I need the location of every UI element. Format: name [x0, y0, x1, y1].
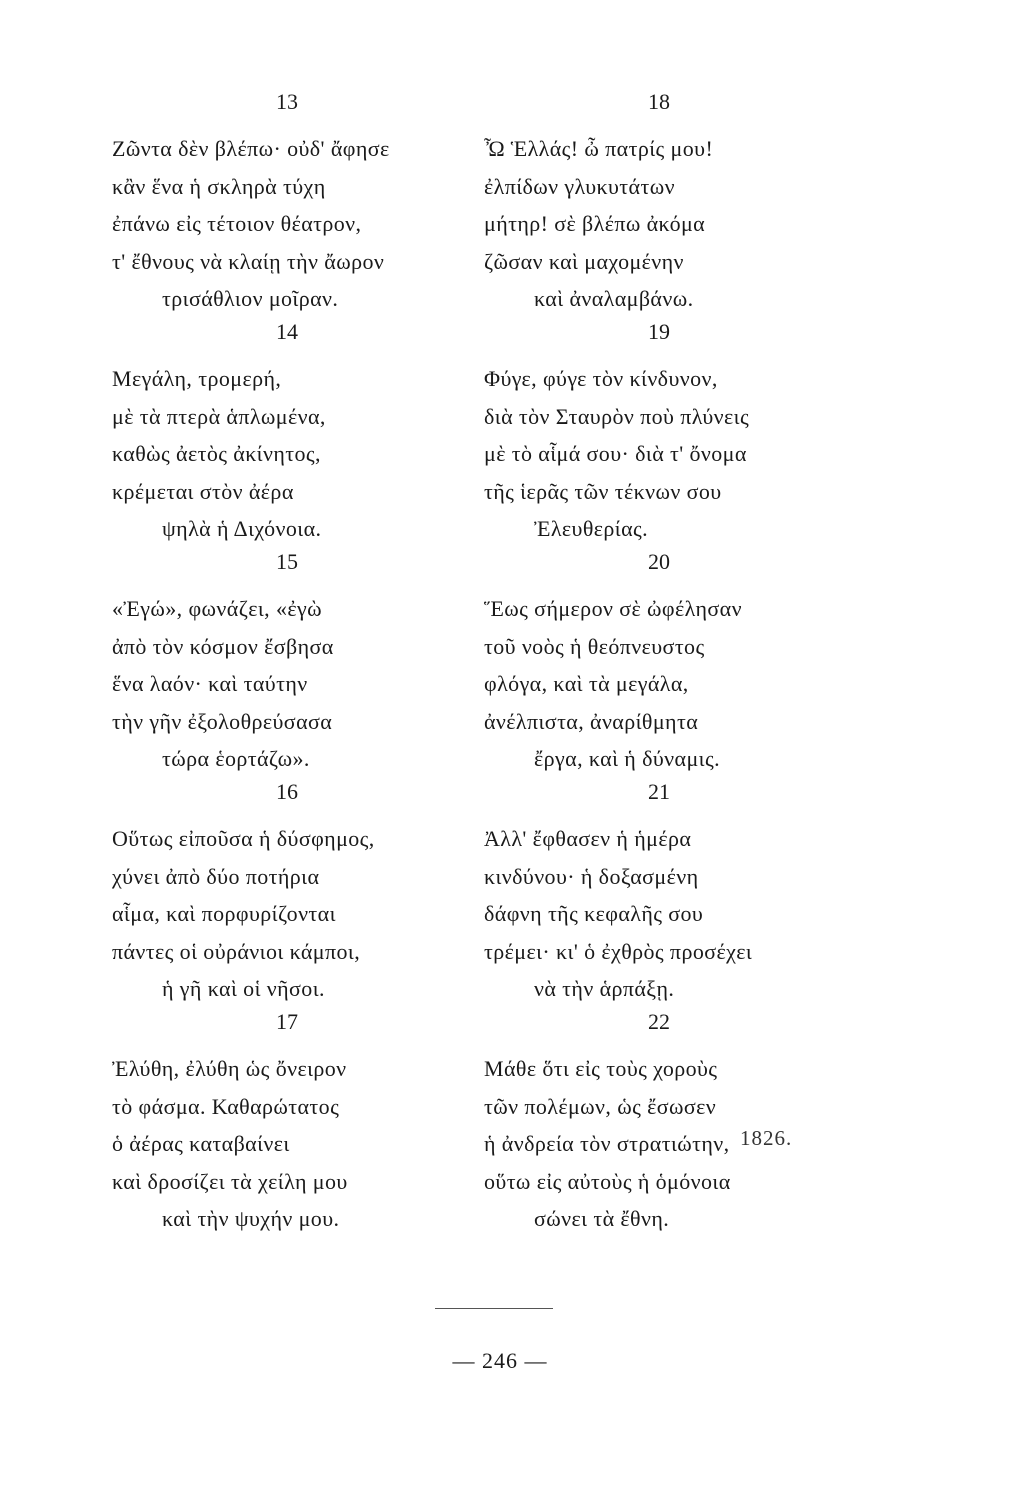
- page-number: — 246 —: [452, 1348, 548, 1373]
- verse-line: ἕνα λαόν· καὶ ταύτην: [112, 671, 308, 696]
- stanza-number: 20: [648, 549, 670, 574]
- stanza-number: 18: [648, 89, 670, 114]
- verse-line: ἀπὸ τὸν κόσμον ἔσβησα: [112, 633, 334, 659]
- verse-line: «Ἐγώ», φωνάζει, «ἐγὼ: [112, 596, 323, 621]
- footer-divider: [435, 1308, 553, 1309]
- verse-line: κινδύνου· ἡ δοξασμένη: [484, 863, 699, 889]
- poem-date: 1826.: [740, 1126, 793, 1150]
- verse-line: τοῦ νοὸς ἡ θεόπνευστος: [484, 633, 705, 659]
- verse-line: Ἐλύθη, ἐλύθη ὡς ὄνειρον: [112, 1056, 347, 1081]
- stanza-number: 13: [276, 89, 298, 114]
- verse-line: τῆς ἱερᾶς τῶν τέκνων σου: [484, 478, 722, 504]
- verse-line: ψηλὰ ἡ Διχόνοια.: [162, 516, 322, 541]
- verse-line: Ἕως σήμερον σὲ ὠφέλησαν: [484, 596, 742, 621]
- stanza: [112, 318, 482, 548]
- verse-line: ἡ ἀνδρεία τὸν στρατιώτην,: [484, 1131, 730, 1156]
- stanza: [484, 778, 854, 1008]
- verse-line: μὲ τὸ αἷμά σου· διὰ τ' ὄνομα: [484, 441, 747, 466]
- verse-line: ἔργα, καὶ ἡ δύναμις.: [534, 746, 720, 771]
- verse-line: Φύγε, φύγε τὸν κίνδυνον,: [484, 366, 718, 391]
- stanza-number: 16: [276, 779, 298, 804]
- stanza: [112, 1008, 482, 1238]
- verse-line: καθὼς ἀετὸς ἀκίνητος,: [112, 441, 321, 466]
- stanza-number: 22: [648, 1009, 670, 1034]
- verse-line: τρισάθλιον μοῖραν.: [162, 286, 339, 311]
- verse-line: καὶ δροσίζει τὰ χείλη μου: [112, 1168, 348, 1194]
- verse-line: πάντες οἱ οὐράνιοι κάμποι,: [112, 938, 361, 964]
- stanza-number: 17: [276, 1009, 298, 1034]
- verse-line: τὴν γῆν ἐξολοθρεύσασα: [112, 708, 333, 734]
- verse-line: ὁ ἀέρας καταβαίνει: [112, 1131, 290, 1156]
- verse-line: δάφνη τῆς κεφαλῆς σου: [484, 901, 704, 926]
- verse-line: Μεγάλη, τρομερή,: [112, 366, 282, 391]
- stanza-number: 19: [648, 319, 670, 344]
- verse-line: καὶ ἀναλαμβάνω.: [534, 286, 694, 311]
- verse-line: Μάθε ὅτι εἰς τοὺς χοροὺς: [484, 1056, 718, 1081]
- verse-line: ἀνέλπιστα, ἀναρίθμητα: [484, 708, 699, 734]
- verse-line: νὰ τὴν ἁρπάξῃ.: [534, 976, 675, 1001]
- verse-line: κρέμεται στὸν ἀέρα: [112, 478, 294, 504]
- verse-line: Ἀλλ' ἔφθασεν ἡ ἡμέρα: [484, 826, 692, 851]
- verse-line: κἂν ἕνα ἡ σκληρὰ τύχη: [112, 173, 326, 199]
- stanza-number: 15: [276, 549, 298, 574]
- stanza: [112, 88, 482, 318]
- stanza-number: 14: [276, 319, 298, 344]
- verse-line: καὶ τὴν ψυχήν μου.: [162, 1206, 340, 1231]
- stanza: [112, 778, 482, 1008]
- verse-line: οὕτω εἰς αὐτοὺς ἡ ὁμόνοια: [484, 1168, 731, 1194]
- verse-line: ἐλπίδων γλυκυτάτων: [484, 173, 675, 199]
- verse-line: αἷμα, καὶ πορφυρίζονται: [112, 901, 336, 926]
- verse-line: Οὕτως εἰποῦσα ἡ δύσφημος,: [112, 826, 375, 851]
- verse-line: τ' ἔθνους νὰ κλαίῃ τὴν ἄωρον: [112, 248, 385, 274]
- verse-line: Ἐλευθερίας.: [534, 516, 649, 541]
- stanza: [484, 1008, 854, 1238]
- stanza: [484, 88, 854, 318]
- right-column: [484, 88, 854, 1238]
- stanza-number: 21: [648, 779, 670, 804]
- verse-line: μήτηρ! σὲ βλέπω ἀκόμα: [484, 211, 706, 236]
- verse-line: μὲ τὰ πτερὰ ἁπλωμένα,: [112, 403, 326, 429]
- stanza: [484, 548, 854, 778]
- verse-line: τώρα ἑορτάζω».: [162, 746, 310, 771]
- verse-line: Ὦ Ἑλλάς! ὦ πατρίς μου!: [484, 136, 714, 161]
- verse-line: χύνει ἀπὸ δύο ποτήρια: [112, 863, 320, 889]
- stanza: [112, 548, 482, 778]
- verse-line: τὸ φάσμα. Καθαρώτατος: [112, 1093, 340, 1119]
- stanza: [484, 318, 854, 548]
- verse-line: διὰ τὸν Σταυρὸν ποὺ πλύνεις: [484, 403, 750, 429]
- verse-line: τρέμει· κι' ὁ ἐχθρὸς προσέχει: [484, 938, 753, 964]
- verse-line: φλόγα, καὶ τὰ μεγάλα,: [484, 671, 689, 696]
- verse-line: ἐπάνω εἰς τέτοιον θέατρον,: [112, 211, 362, 236]
- verse-line: σώνει τὰ ἔθνη.: [534, 1206, 670, 1231]
- verse-line: ἡ γῆ καὶ οἱ νῆσοι.: [162, 976, 325, 1001]
- verse-line: τῶν πολέμων, ὡς ἔσωσεν: [484, 1093, 717, 1119]
- verse-line: ζῶσαν καὶ μαχομένην: [484, 248, 684, 274]
- verse-line: Ζῶντα δὲν βλέπω· οὐδ' ἄφησε: [112, 136, 390, 161]
- left-column: [112, 88, 482, 1238]
